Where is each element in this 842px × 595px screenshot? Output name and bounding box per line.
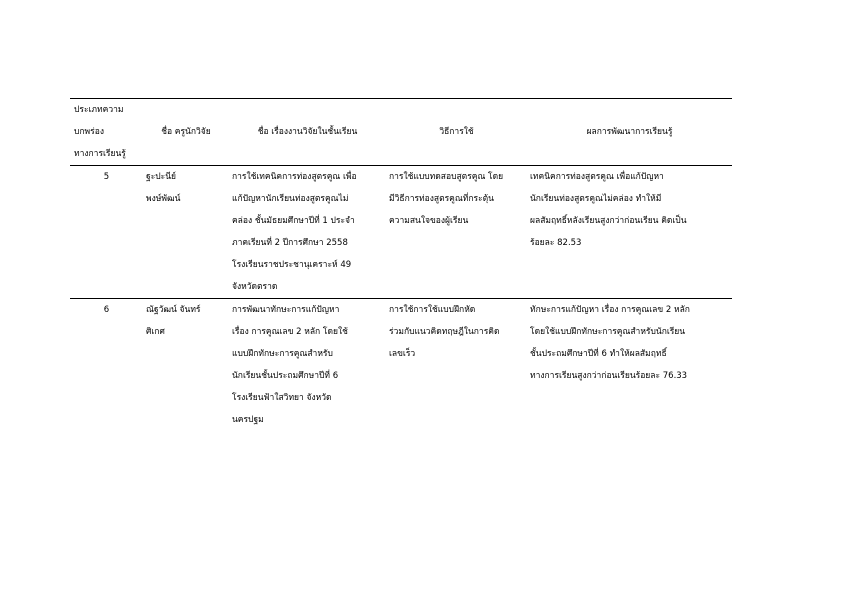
research-title-cell bbox=[229, 166, 386, 299]
research-table bbox=[70, 98, 732, 431]
header-line: ประเภทความ bbox=[74, 105, 124, 115]
cell-line: ร่วมกับแนวคิดทฤษฎีในการคิด bbox=[389, 327, 500, 337]
cell-line: นครปฐม bbox=[232, 415, 264, 425]
cell-line: โรงเรียนราชประชานุเคราะห์ 49 bbox=[232, 260, 352, 270]
cell-line: ณัฐวัฒน์ จันทร์ bbox=[146, 305, 201, 315]
header-line: บกพร่อง bbox=[74, 127, 104, 137]
cell-line: โรงเรียนฟ้าใสวิทยา จังหวัด bbox=[232, 393, 332, 403]
header-result: ผลการพัฒนาการเรียนรู้ bbox=[586, 127, 673, 137]
cell-line: โดยใช้แบบฝึกทักษะการคูณสำหรับนักเรียน bbox=[530, 327, 686, 337]
header-research-title: ชื่อ เรื่องงานวิจัยในชั้นเรียน bbox=[257, 127, 358, 137]
researcher-cell bbox=[143, 166, 229, 299]
researcher-cell bbox=[143, 299, 229, 432]
research-title-cell bbox=[229, 299, 386, 432]
row-number: 5 bbox=[103, 172, 110, 182]
cell-line: เรื่อง การคูณเลข 2 หลัก โดยใช้ bbox=[232, 327, 348, 337]
cell-line: ทางการเรียนสูงกว่าก่อนเรียนร้อยละ 76.33 bbox=[530, 371, 688, 381]
cell-line: การใช้การใช้แบบฝึกหัด bbox=[389, 305, 476, 315]
cell-line: คล่อง ชั้นมัธยมศึกษาปีที่ 1 ประจำ bbox=[232, 216, 355, 226]
cell-line: เทคนิคการท่องสูตรคูณ เพื่อแก้ปัญหา bbox=[530, 172, 664, 182]
result-cell bbox=[527, 299, 732, 432]
cell-line: มีวิธีการท่องสูตรคูณที่กระตุ้น bbox=[389, 194, 494, 204]
result-cell bbox=[527, 166, 732, 299]
cell-line: ความสนใจของผู้เรียน bbox=[389, 216, 469, 226]
cell-line: แก้ปัญหานักเรียนท่องสูตรคูณไม่ bbox=[232, 194, 349, 204]
cell-line: ร้อยละ 82.53 bbox=[530, 238, 582, 248]
header-method: วิธีการใช้ bbox=[439, 127, 474, 137]
cell-line: ฐะปะนีย์ bbox=[146, 172, 177, 182]
cell-line: เลขเร็ว bbox=[389, 349, 416, 359]
table-row bbox=[70, 166, 732, 299]
cell-line: จังหวัดตราด bbox=[232, 282, 278, 292]
table-row bbox=[70, 299, 732, 432]
cell-line: ชั้นประถมศึกษาปีที่ 6 ทำให้ผลสัมฤทธิ์ bbox=[530, 349, 667, 359]
cell-line: การใช้เทคนิคการท่องสูตรคูณ เพื่อ bbox=[232, 172, 357, 182]
cell-line: พงษ์พัฒน์ bbox=[146, 194, 181, 204]
row-number: 6 bbox=[103, 305, 110, 315]
cell-line: ทักษะการแก้ปัญหา เรื่อง การคูณเลข 2 หลัก bbox=[530, 305, 690, 315]
header-line: ทางการเรียนรู้ bbox=[74, 149, 126, 159]
method-cell bbox=[386, 166, 527, 299]
header-researcher: ชื่อ ครูนักวิจัย bbox=[161, 127, 211, 137]
method-cell bbox=[386, 299, 527, 432]
cell-line: นักเรียนท่องสูตรคูณไม่คล่อง ทำให้มี bbox=[530, 194, 662, 204]
cell-line: การใช้แบบทดสอบสูตรคูณ โดย bbox=[389, 172, 504, 182]
cell-line: การพัฒนาทักษะการแก้ปัญหา bbox=[232, 305, 340, 315]
cell-line: ภาคเรียนที่ 2 ปีการศึกษา 2558 bbox=[232, 238, 348, 248]
cell-line: นักเรียนชั้นประถมศึกษาปีที่ 6 bbox=[232, 371, 339, 381]
table-header-row bbox=[70, 99, 732, 166]
header-learning-disability-type bbox=[70, 99, 143, 166]
cell-line: ศิเกศ bbox=[146, 327, 165, 337]
cell-line: แบบฝึกทักษะการคูณสำหรับ bbox=[232, 349, 333, 359]
cell-line: ผลสัมฤทธิ์หลังเรียนสูงกว่าก่อนเรียน คิดเป็น bbox=[530, 216, 687, 226]
